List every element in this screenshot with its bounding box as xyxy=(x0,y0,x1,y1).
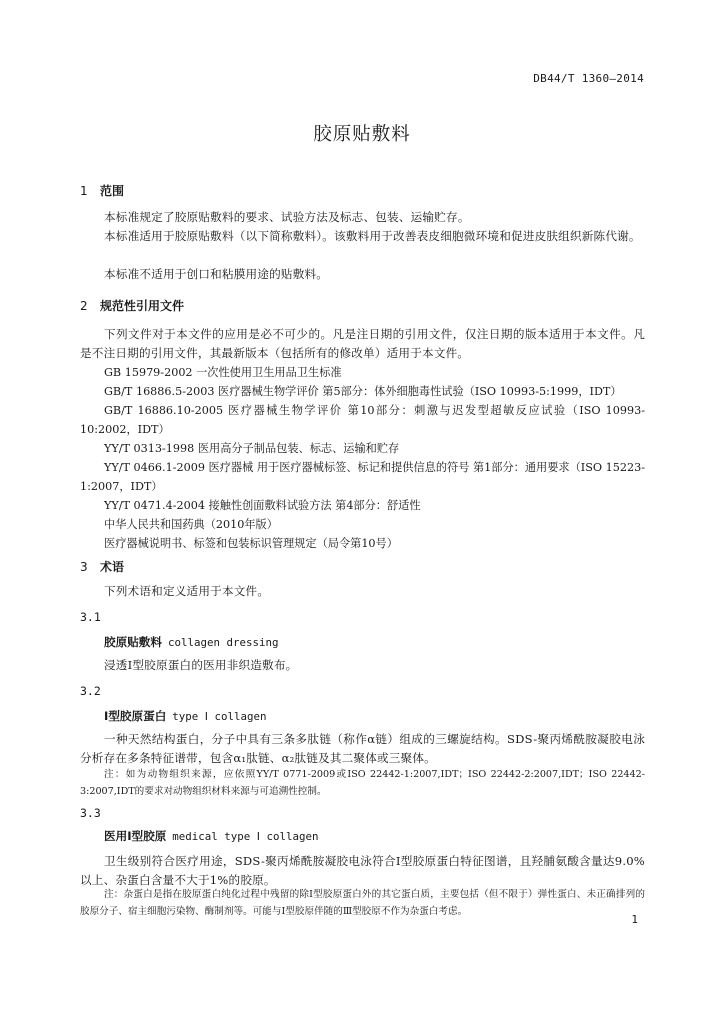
section-title: 范围 xyxy=(100,184,125,198)
section-title: 规范性引用文件 xyxy=(100,299,185,313)
term-name-zh: 医用Ⅰ型胶原 xyxy=(104,829,167,843)
reference-item: YY/T 0466.1-2009 医疗器械 用于医疗器械标签、标记和提供信息的符号 第1部分：通用要求（ISO 15223-1:2007，IDT） xyxy=(80,461,645,493)
term-number: 3.1 xyxy=(80,610,101,624)
reference-item: 医疗器械说明书、标签和包装标识管理规定（局令第10号） xyxy=(104,537,398,550)
term-definition: 浸透Ⅰ型胶原蛋白的医用非织造敷布。 xyxy=(104,658,298,672)
term-name-zh: Ⅰ型胶原蛋白 xyxy=(104,709,167,723)
page-number: 1 xyxy=(631,913,638,926)
scope-paragraph: 本标准适用于胶原贴敷料（以下简称敷料）。该敷料用于改善表皮细胞微环境和促进皮肤组织新陈代谢。 xyxy=(104,229,641,243)
term-name-en: type Ⅰ collagen xyxy=(172,710,267,723)
term-number: 3.2 xyxy=(80,684,101,698)
reference-item: YY/T 0471.4-2004 接触性创面敷料试验方法 第4部分：舒适性 xyxy=(104,499,421,512)
section-title: 术语 xyxy=(100,560,125,574)
term-definition: 卫生级别符合医疗用途，SDS-聚丙烯酰胺凝胶电泳符合Ⅰ型胶原蛋白特征图谱，且羟脯氨酸含量达9.0%以上、杂蛋白含量不大于1%的胶原。 xyxy=(80,854,645,887)
scope-paragraph: 本标准规定了胶原贴敷料的要求、试验方法及标志、包装、运输贮存。 xyxy=(104,210,470,224)
standard-number: DB44/T 1360—2014 xyxy=(533,72,644,85)
document-title: 胶原贴敷料 xyxy=(313,124,411,145)
section-number: 2 xyxy=(80,299,88,313)
section-number: 1 xyxy=(80,184,88,198)
scope-paragraph: 本标准不适用于创口和粘膜用途的贴敷料。 xyxy=(104,267,329,281)
section-heading-normative-refs xyxy=(80,297,184,314)
term-name-zh: 胶原贴敷料 xyxy=(104,635,162,649)
term-heading xyxy=(104,828,319,844)
term-note: 注：杂蛋白是指在胶原蛋白纯化过程中残留的除Ⅰ型胶原蛋白外的其它蛋白质，主要包括（但不限于）弹性蛋白、未正确排列的胶原分子、宿主细胞污染物、酶制剂等。可能与Ⅰ型胶原伴随的Ⅲ型胶原不作为杂蛋白考虑。 xyxy=(80,889,645,917)
section-number: 3 xyxy=(80,560,88,574)
reference-item: GB/T 16886.5-2003 医疗器械生物学评价 第5部分：体外细胞毒性试验（ISO 10993-5:1999，IDT） xyxy=(104,385,622,398)
term-number: 3.3 xyxy=(80,806,101,820)
section-heading-scope xyxy=(80,182,124,199)
term-name-en: medical type Ⅰ collagen xyxy=(172,830,319,843)
section-heading-terms xyxy=(80,558,124,575)
terms-intro: 下列术语和定义适用于本文件。 xyxy=(104,584,270,598)
normative-refs-intro: 下列文件对于本文件的应用是必不可少的。凡是注日期的引用文件，仅注日期的版本适用于本文件。凡是不注日期的引用文件，其最新版本（包括所有的修改单）适用于本文件。 xyxy=(80,327,645,360)
term-heading xyxy=(104,634,279,650)
reference-item: YY/T 0313-1998 医用高分子制品包装、标志、运输和贮存 xyxy=(104,442,400,455)
reference-item: GB/T 16886.10-2005 医疗器械生物学评价 第10部分：刺激与迟发型超敏反应试验（ISO 10993-10:2002，IDT） xyxy=(80,404,645,436)
term-heading xyxy=(104,708,267,724)
reference-item: 中华人民共和国药典（2010年版） xyxy=(104,518,278,531)
term-note: 注：如为动物组织来源，应依照YY/T 0771-2009或ISO 22442-1:2007,IDT；ISO 22442-2:2007,IDT；ISO 22442-3:2007,IDT的要求对动物组织材料来源与可追溯性控制。 xyxy=(80,769,645,797)
reference-item: GB 15979-2002 一次性使用卫生用品卫生标准 xyxy=(104,366,342,379)
term-name-en: collagen dressing xyxy=(167,636,279,649)
term-definition: 一种天然结构蛋白，分子中具有三条多肽链（称作α链）组成的三螺旋结构。SDS-聚丙烯酰胺凝胶电泳分析存在多条特征谱带，包含α₁肽链、α₂肽链及其二聚体或三聚体。 xyxy=(80,732,645,765)
